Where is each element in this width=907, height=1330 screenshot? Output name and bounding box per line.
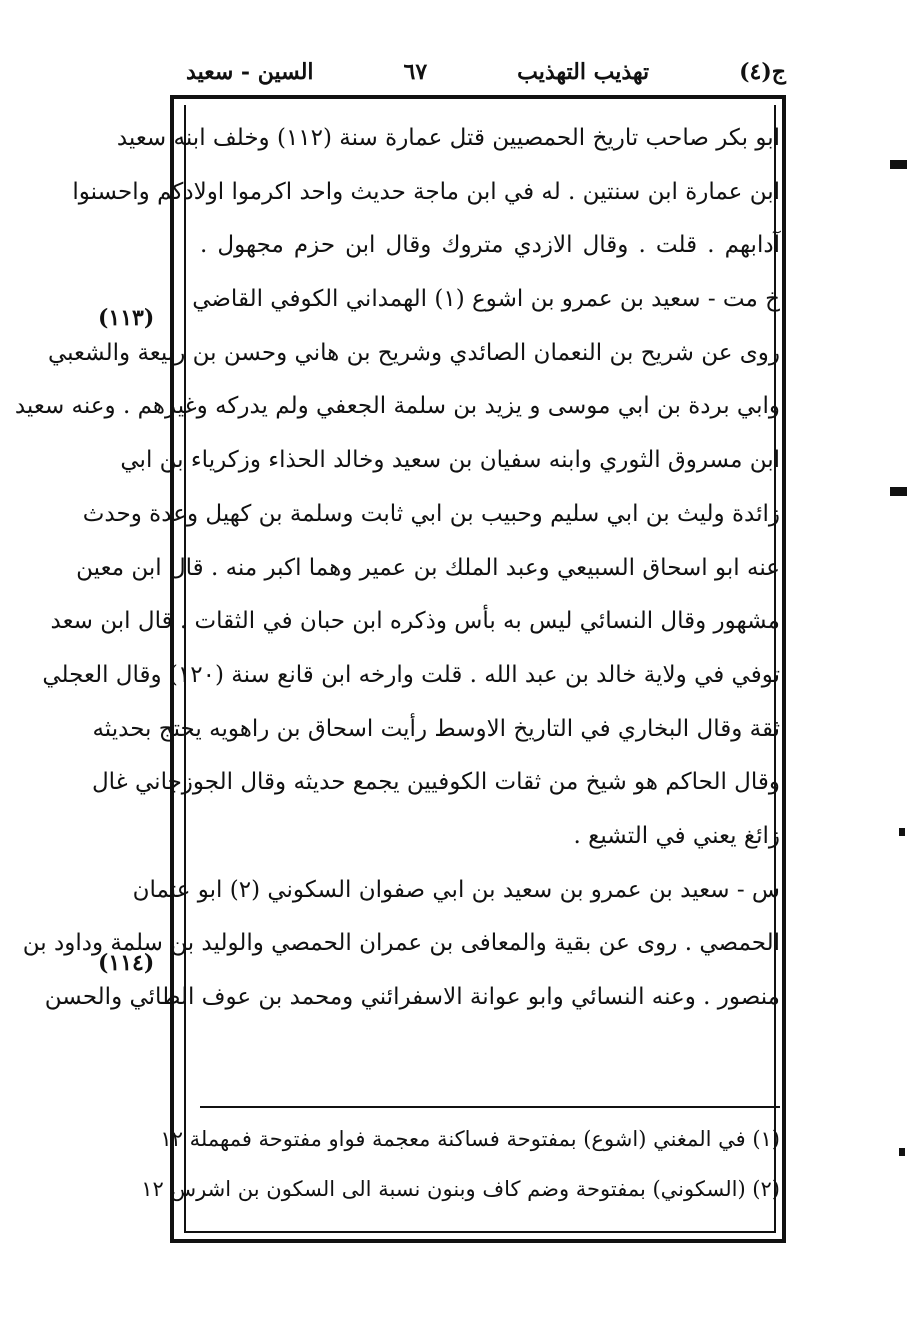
header-section: السين - سعيد	[186, 59, 314, 85]
text-line-11: توفي في ولاية خالد بن عبد الله . قلت وارخه ابن قانع سنة (١٢٠) وقال العجلي	[42, 661, 780, 688]
text-line-2: ابن عمارة ابن سنتين . له في ابن ماجة حديث واحد اكرموا اولادكم واحسنوا	[72, 178, 780, 205]
entry-number-114: (١١٤)	[98, 950, 155, 976]
text-line-14: زائغ يعني في التشيع .	[573, 822, 780, 849]
text-line-8: زائدة وليث بن ابي سليم وحبيب بن ابي ثابت وسلمة بن كهيل وعدة وحدث	[82, 500, 780, 527]
text-line-17: منصور . وعنه النسائي وابو عوانة الاسفرائني ومحمد بن عوف الطائي والحسن	[44, 984, 780, 1010]
text-line-6: وابي بردة بن ابي موسى و يزيد بن سلمة الجعفي ولم يدركه وغيرهم . وعنه سعيد	[14, 393, 780, 420]
text-line-3: آدابهم . قلت . وقال الازدي متروك وقال ابن حزم مجهول .	[200, 232, 780, 259]
text-line-13: وقال الحاكم هو شيخ من ثقات الكوفيين يجمع حديثه وقال الجوزجاني غال	[91, 769, 780, 796]
footnote-1: (١) في المغني (اشوع) بمفتوحة فساكنة معجمة فواو مفتوحة فمهملة ١٢	[160, 1127, 780, 1151]
running-header	[186, 52, 786, 92]
entry-number-113: (١١٣)	[98, 305, 155, 331]
footnote-2: (٢) (السكوني) بمفتوحة وضم كاف وبنون نسبة الى السكون بن اشرس ١٢	[141, 1177, 780, 1201]
text-line-4-entry-heading: خ مت - سعيد بن عمرو بن اشوع (١) الهمداني الكوفي القاضي	[192, 286, 780, 313]
header-volume: ج(٤)	[739, 59, 786, 85]
text-line-5: روى عن شريح بن النعمان الصائدي وشريح بن هاني وحسن بن ربيعة والشعبي	[47, 339, 780, 366]
text-line-15-entry-heading: س - سعيد بن عمرو بن سعيد بن ابي صفوان السكوني (٢) ابو عثمان	[132, 876, 780, 903]
header-book-title: تهذيب التهذيب	[517, 59, 650, 85]
footnote-separator	[200, 1106, 780, 1108]
edge-mark-top	[890, 160, 907, 169]
text-line-9: عنه ابو اسحاق السبيعي وعبد الملك بن عمير وهما اكبر منه . قال ابن معين	[76, 554, 780, 581]
edge-mark-middle	[890, 487, 907, 496]
header-page-number: ٦٧	[403, 59, 428, 85]
text-line-1: ابو بكر صاحب تاريخ الحمصيين قتل عمارة سنة (١١٢) وخلف ابنه سعيد	[116, 125, 780, 151]
text-line-12: ثقة وقال البخاري في التاريخ الاوسط رأيت اسحاق بن راهويه يحتج بحديثه	[92, 715, 780, 742]
edge-mark-lower	[899, 828, 905, 836]
text-line-10: مشهور وقال النسائي ليس به بأس وذكره ابن حبان في الثقات . قال ابن سعد	[50, 608, 780, 635]
footnotes	[141, 1114, 780, 1214]
text-line-16: الحمصي . روى عن بقية والمعافى بن عمران الحمصي والوليد بن سلمة وداود بن	[22, 930, 780, 957]
edge-mark-bottom	[899, 1148, 905, 1156]
text-line-7: ابن مسروق الثوري وابنه سفيان بن سعيد وخالد الحذاء وزكرياء بن ابي	[120, 447, 780, 474]
